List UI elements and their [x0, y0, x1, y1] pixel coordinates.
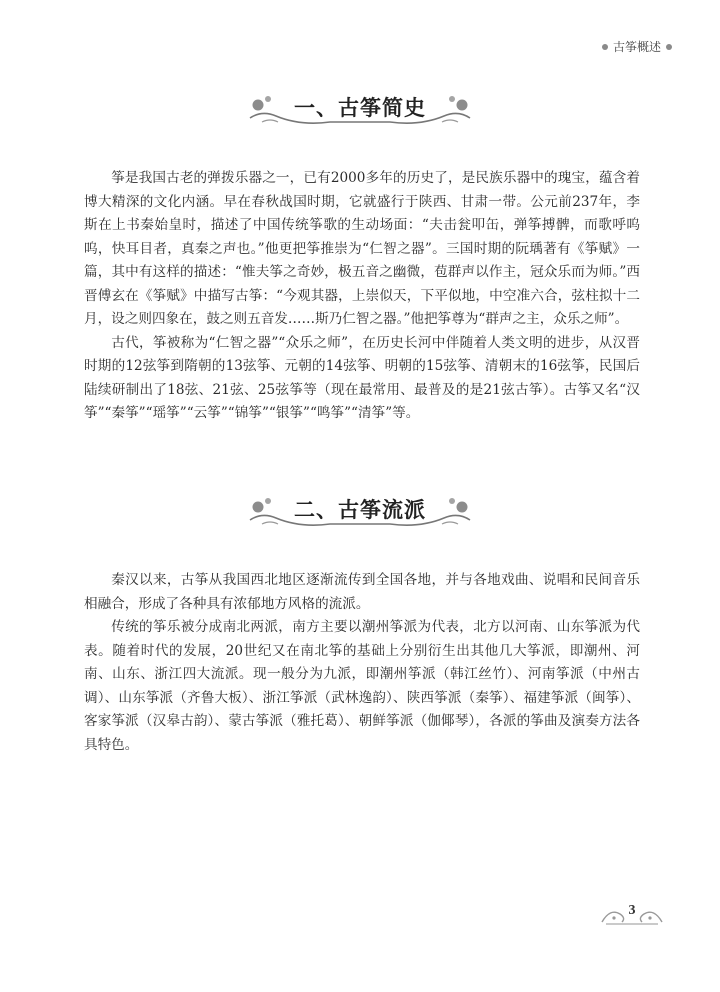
running-header	[602, 38, 672, 55]
section-title-1: 一、古筝简史	[294, 96, 426, 120]
paragraph: 传统的筝乐被分成南北两派，南方主要以潮州筝派为代表，北方以河南、山东筝派为代表。随着时代的发展，20世纪又在南北筝的基础上分别衍生出其他几大筝派，即潮州、河南、山东、浙江四大流派。现一般分为九派，即潮州筝派（韩江丝竹）、河南筝派（中州古调）、山东筝派（齐鲁大板）、浙江筝派（武林逸韵）、陕西筝派（秦筝）、福建筝派（闽筝）、客家筝派（汉皋古韵）、蒙古筝派（雅托葛）、朝鲜筝派（伽倻琴），各派的筝曲及演奏方法各具特色。	[84, 619, 640, 753]
page-number-badge	[600, 900, 664, 926]
section-body-2	[84, 569, 640, 757]
paragraph: 筝是我国古老的弹拨乐器之一，已有2000多年的历史了，是民族乐器中的瑰宝，蕴含着博大精深的文化内涵。早在春秋战国时期，它就盛行于陕西、甘肃一带。公元前237年，李斯在上书秦始皇时，描述了中国传统筝歌的生动场面：“夫击瓮叩缶，弹筝搏髀，而歌呼呜呜，快耳目者，真秦之声也。”他更把筝推崇为“仁智之器”。三国时期的阮瑀著有《筝赋》一篇，其中有这样的描述：“惟夫筝之奇妙，极五音之幽微，苞群声以作主，冠众乐而为师。”西晋傅玄在《筝赋》中描写古筝：“今观其器，上崇似天，下平似地，中空准六合，弦柱拟十二月，设之则四象在，鼓之则五音发……斯乃仁智之器。”他把筝尊为“群声之主，众乐之师”。	[84, 170, 640, 327]
header-dot-right	[666, 44, 672, 50]
section-heading-2	[0, 494, 720, 540]
section-body-1	[84, 167, 640, 426]
running-title: 古筝概述	[612, 40, 661, 54]
paragraph: 古代，筝被称为“仁智之器”“众乐之师”，在历史长河中伴随着人类文明的进步，从汉晋时期的12弦筝到隋朝的13弦筝、元朝的14弦筝、明朝的15弦筝、清朝末的16弦筝，民国后陆续研制出了18弦、21弦、25弦筝等（现在最常用、最普及的是21弦古筝）。古筝又名“汉筝”“秦筝”“瑶筝”“云筝”“锦筝”“银筝”“鸣筝”“清筝”等。	[84, 334, 640, 421]
paragraph: 秦汉以来，古筝从我国西北地区逐渐流传到全国各地，并与各地戏曲、说唱和民间音乐相融合，形成了各种具有浓郁地方风格的流派。	[84, 572, 640, 612]
header-dot-left	[602, 44, 608, 50]
section-title-2: 二、古筝流派	[294, 498, 426, 522]
page-number: 3	[628, 903, 636, 918]
section-heading-1	[0, 92, 720, 138]
